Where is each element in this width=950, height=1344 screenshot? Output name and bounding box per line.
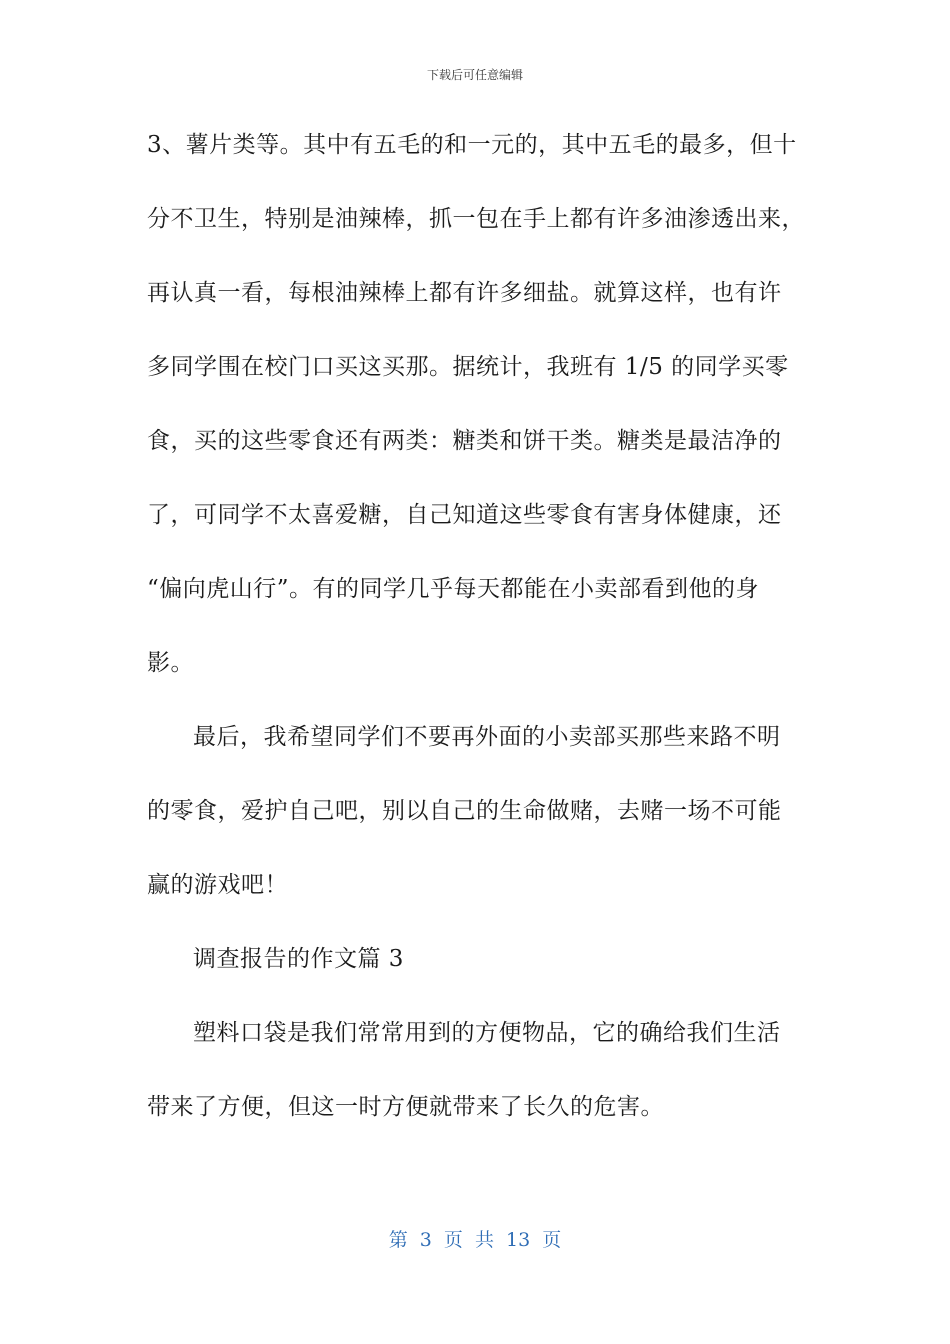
body-line: 最后，我希望同学们不要再外面的小卖部买那些来路不明 xyxy=(193,724,781,750)
body-line: 再认真一看，每根油辣棒上都有许多细盐。就算这样，也有许 xyxy=(147,280,782,306)
body-line: 影。 xyxy=(147,650,194,676)
body-line: 赢的游戏吧！ xyxy=(147,872,288,898)
body-line: 塑料口袋是我们常常用到的方便物品，它的确给我们生活 xyxy=(193,1020,781,1046)
body-line: “偏向虎山行”。有的同学几乎每天都能在小卖部看到他的身 xyxy=(147,576,760,602)
section-heading: 调查报告的作文篇 3 xyxy=(193,946,404,972)
body-line: 的零食，爱护自己吧，别以自己的生命做赌，去赌一场不可能 xyxy=(147,798,782,824)
body-line: 多同学围在校门口买这买那。据统计，我班有 1/5 的同学买零 xyxy=(147,354,789,380)
page-header: 下载后可任意编辑 xyxy=(426,68,523,82)
document-body xyxy=(147,122,807,1158)
body-line: 分不卫生，特别是油辣棒，抓一包在手上都有许多油渗透出来， xyxy=(147,206,805,232)
body-line: 食，买的这些零食还有两类：糖类和饼干类。糖类是最洁净的 xyxy=(147,428,782,454)
page-number-footer: 第 3 页 共 13 页 xyxy=(388,1229,562,1251)
body-line: 带来了方便，但这一时方便就带来了长久的危害。 xyxy=(147,1094,664,1120)
body-line: 了，可同学不太喜爱糖，自己知道这些零食有害身体健康，还 xyxy=(147,502,782,528)
body-line: 3、薯片类等。其中有五毛的和一元的，其中五毛的最多，但十 xyxy=(147,132,797,158)
